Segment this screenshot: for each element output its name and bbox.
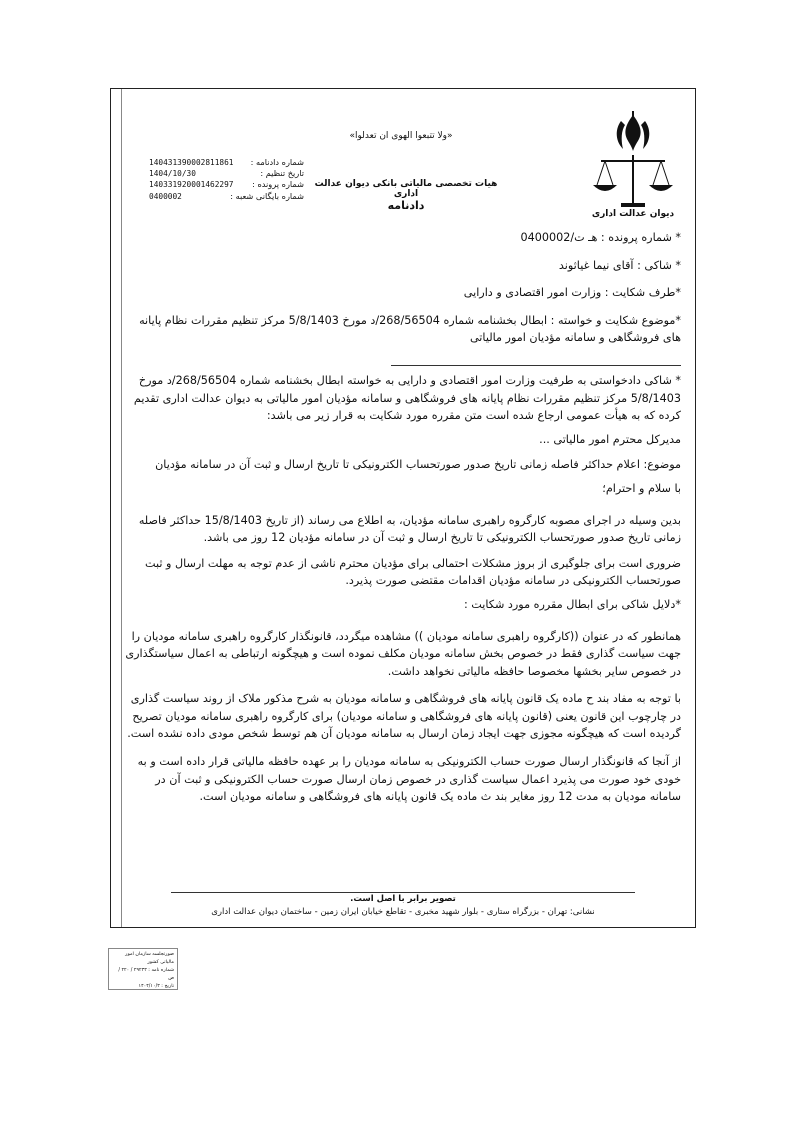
meta-row [149, 191, 304, 202]
stamp-line: تاریخ : ۱۴۰۴/۱۰/۳ [138, 984, 174, 989]
meta-label: تاریخ تنظیم : [260, 168, 304, 179]
reason-paragraph-1: همانطور که در عنوان ((کارگروه راهبری سامانه مودیان )) مشاهده میگردد، قانونگذار کارگروه راهبری سامانه مودیان را جهت سیاست گذاری فقط در خصوص بخش سامانه مودیان مکلف نموده است و هیچگونه ارتباطی به اعمال سیاستگذاری در خصوص سایر بخشها مخصوصا حافظه مالیاتی نخواهد داشت. [125, 629, 681, 678]
complaint-intro: * شاکی دادخواستی به طرفیت وزارت امور اقتصادی و دارایی به خواسته ابطال بخشنامه شماره 268/56504/د مورخ 5/8/1403 مرکز تنظیم مقررات نظام پایانه های فروشگاهی و سامانه مؤدیان امور مالیاتی به دیوان عدالت اداری تقدیم کرده که به هیأت عمومی ارجاع شده است متن مقرره مورد شکایت به قرار زیر می باشد: [133, 373, 681, 423]
case-plaintiff: * شاکی : آقای نیما غیاثوند [558, 258, 681, 272]
receipt-stamp [108, 948, 178, 990]
meta-row [149, 157, 304, 168]
document-type-title: دادنامه [387, 199, 425, 212]
stamp-line: شماره نامه : ۲۹۲۳۳ / ۲۲۰ / ص [118, 968, 174, 981]
document-body [125, 229, 681, 806]
stamp-line: صورتجلسه سازمان امور مالیاتی کشور [125, 952, 174, 965]
document-page [110, 88, 696, 928]
letter-topic: موضوع: اعلام حداکثر فاصله زمانی تاریخ صدور صورتحساب الکترونیکی تا تاریخ ارسال و ثبت آن در سامانه مؤدیان [155, 458, 681, 472]
emblem-caption: دیوان عدالت اداری [591, 209, 675, 219]
case-metadata [149, 157, 304, 202]
meta-value: 1404/10/30 [149, 169, 196, 179]
meta-value: 140331920001462297 [149, 180, 234, 190]
meta-label: شماره پرونده : [252, 179, 304, 190]
court-address: نشانی: تهران - بزرگراه ستاری - بلوار شهید مخبری - تقاطع خیابان ایران زمین - ساختمان دیوان عدالت اداری [211, 907, 595, 917]
certified-copy-note: تصویر برابر با اصل است. [350, 894, 456, 904]
case-subject: *موضوع شکایت و خواسته : ابطال بخشنامه شماره 268/56504/د مورخ 5/8/1403 مرکز تنظیم مقررات نظام پایانه های فروشگاهی و سامانه مؤدیان امور مالیاتی [139, 313, 681, 345]
reason-paragraph-3: از آنجا که قانونگذار ارسال صورت حساب الکترونیکی به سامانه مودیان را بر عهده حافظه مالیاتی قرار داده است و به خودی خود صورت می پذیرد اعمال سیاست گذاری در خصوص زمان ارسال صورت حساب الکترونیکی و ثبت آن در سامانه مودیان به مدت 12 روز مغایر بند ث ماده یک قانون پایانه های فروشگاهی و سامانه مودیان است. [137, 755, 681, 804]
case-defendant: *طرف شکایت : وزارت امور اقتصادی و دارایی [463, 286, 681, 300]
meta-label: شماره دادنامه : [250, 157, 304, 167]
reasons-heading: *دلایل شاکی برای ابطال مقرره مورد شکایت : [463, 597, 681, 611]
meta-value: 0400002 [149, 191, 182, 201]
letter-paragraph-2: ضروری است برای جلوگیری از بروز مشکلات احتمالی برای مؤدیان محترم ناشی از عدم توجه به مهلت ارسال و ثبت صورتحساب الکترونیکی در سامانه مؤدیان اقدامات مقتضی صورت پذیرد. [144, 556, 681, 588]
invocation-verse: «ولا تتبعوا الهوی ان تعدلوا» [349, 131, 453, 141]
meta-value: 140431390002811861 [149, 158, 234, 167]
section-divider [391, 365, 681, 366]
letter-greeting: با سلام و احترام؛ [602, 481, 681, 495]
tribunal-title: هیات تخصصی مالیاتی بانکی دیوان عدالت اداری [314, 179, 498, 199]
meta-row [149, 179, 304, 190]
case-file-number: * شماره پرونده : هـ ت/0400002 [520, 231, 681, 244]
page-footer [141, 893, 665, 919]
meta-row [149, 168, 304, 179]
meta-label: شماره بایگانی شعبه : [230, 190, 304, 201]
reason-paragraph-2: با توجه به مفاد بند ح ماده یک قانون پایانه های فروشگاهی و سامانه مودیان به شرح مذکور ملاک از روند سیاست گذاری در چارچوب این قانون یعنی (قانون پایانه های فروشگاهی و سامانه مودیان) برای کارگروه راهبری سامانه مودیان تصریح گردیده است که هیچگونه مجوزی جهت ایجاد زمان ارسال به سامانه مودیان آن هم توسط شخص مودی داده نشده است. [127, 692, 681, 741]
letter-paragraph-1: بدین وسیله در اجرای مصوبه کارگروه راهبری سامانه مؤدیان، به اطلاع می رساند (از تاریخ 15/8/1403 حداکثر فاصله زمانی تاریخ صدور صورتحساب الکترونیکی تا تاریخ ارسال و ثبت آن در سامانه مؤدیان 12 روز می باشد. [138, 513, 681, 545]
letter-addressee: مدیرکل محترم امور مالیاتی ... [539, 432, 681, 446]
